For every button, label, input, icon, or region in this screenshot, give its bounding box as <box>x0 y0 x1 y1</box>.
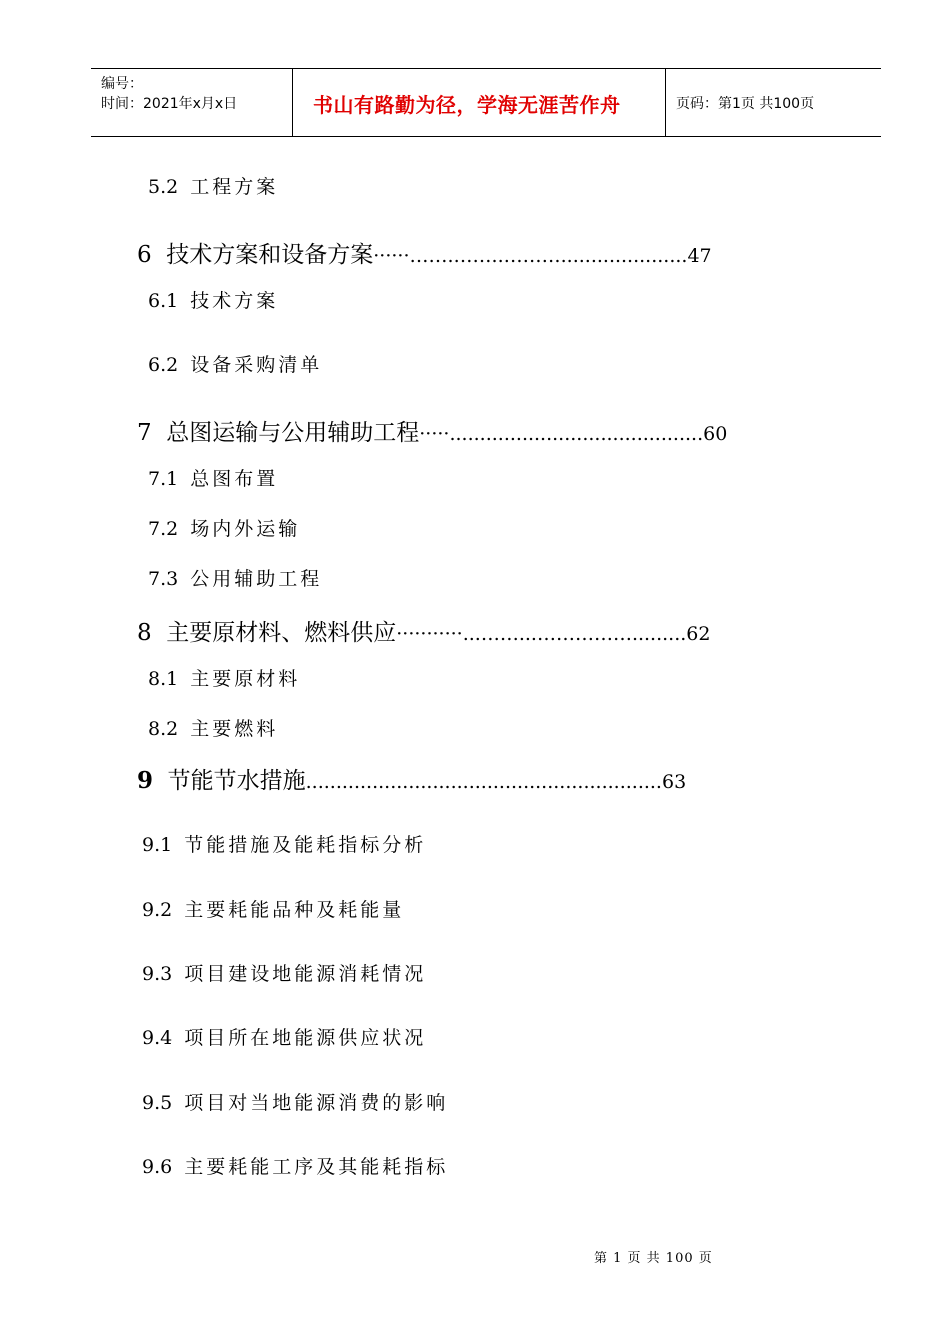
toc-number: 6.2 <box>148 354 179 376</box>
toc-entry-6-1 <box>148 286 278 313</box>
toc-number: 8.1 <box>148 668 179 690</box>
toc-number: 9 <box>137 767 154 794</box>
toc-title: 节能节水措施 <box>167 768 306 794</box>
toc-page: 47 <box>687 245 712 267</box>
page-header <box>91 68 881 137</box>
toc-number: 9.5 <box>142 1092 173 1114</box>
header-page-info: 页码：第1页 共100页 <box>676 96 815 112</box>
toc-entry-6 <box>137 236 712 269</box>
toc-title: 设备采购清单 <box>190 354 323 376</box>
toc-title: 技术方案和设备方案 <box>166 242 374 268</box>
toc-title: 主要原材料 <box>190 668 301 690</box>
toc-title: 工程方案 <box>190 176 279 198</box>
toc-number: 6 <box>137 242 152 268</box>
toc-entry-7-1 <box>148 464 278 491</box>
toc-title: 总图运输与公用辅助工程 <box>166 420 420 446</box>
page-footer: 第 1 页 共 100 页 <box>594 1251 713 1266</box>
toc-title: 节能措施及能耗指标分析 <box>184 834 427 856</box>
toc-title: 主要耗能工序及其能耗指标 <box>184 1156 449 1178</box>
toc-number: 7 <box>137 420 152 446</box>
header-motto-cell <box>293 69 666 136</box>
time-label: 时间：2021年x月x日 <box>101 96 238 112</box>
toc-entry-9-6 <box>142 1152 448 1179</box>
toc-number: 9.3 <box>142 963 173 985</box>
toc-page: 63 <box>661 771 687 793</box>
toc-number: 7.1 <box>148 468 179 490</box>
toc-number: 5.2 <box>148 176 179 198</box>
toc-title: 项目对当地能源消费的影响 <box>184 1092 449 1114</box>
toc-entry-9-1 <box>142 830 426 857</box>
toc-entry-8 <box>137 614 710 647</box>
toc-number: 9.6 <box>142 1156 173 1178</box>
toc-entry-6-2 <box>148 350 322 377</box>
toc-leader: ·····.......................................... <box>419 423 704 445</box>
toc-title: 主要燃料 <box>190 718 279 740</box>
toc-number: 9.2 <box>142 899 173 921</box>
toc-leader: ........................................................... <box>305 771 662 793</box>
toc-number: 8 <box>137 620 152 646</box>
toc-title: 项目所在地能源供应状况 <box>184 1027 427 1049</box>
toc-number: 8.2 <box>148 718 179 740</box>
toc-title: 场内外运输 <box>190 518 301 540</box>
toc-number: 7.3 <box>148 568 179 590</box>
toc-title: 项目建设地能源消耗情况 <box>184 963 427 985</box>
toc-entry-9 <box>137 762 686 795</box>
toc-number: 9.4 <box>142 1027 173 1049</box>
toc-title: 技术方案 <box>190 290 279 312</box>
toc-entry-7 <box>137 414 727 447</box>
toc-entry-5-2 <box>148 172 278 199</box>
toc-entry-9-5 <box>142 1088 448 1115</box>
toc-page: 60 <box>703 423 728 445</box>
toc-leader: ······…….……..………..................... <box>373 245 688 267</box>
toc-entry-7-2 <box>148 514 300 541</box>
toc-title: 主要耗能品种及耗能量 <box>184 899 405 921</box>
toc-number: 6.1 <box>148 290 179 312</box>
toc-title: 主要原材料、燃料供应 <box>166 620 397 646</box>
header-meta <box>91 69 293 136</box>
toc-leader: ···········...……...……………......... <box>396 623 687 645</box>
toc-number: 9.1 <box>142 834 173 856</box>
serial-label: 编号： <box>101 76 143 92</box>
toc-entry-9-4 <box>142 1023 426 1050</box>
toc-title: 总图布置 <box>190 468 279 490</box>
toc-entry-8-1 <box>148 664 300 691</box>
toc-title: 公用辅助工程 <box>190 568 323 590</box>
toc-entry-9-3 <box>142 959 426 986</box>
toc-entry-9-2 <box>142 895 404 922</box>
toc-entry-7-3 <box>148 564 322 591</box>
toc-entry-8-2 <box>148 714 278 741</box>
toc-page: 62 <box>686 623 711 645</box>
toc-number: 7.2 <box>148 518 179 540</box>
header-motto: 书山有路勤为径，学海无涯苦作舟 <box>313 93 621 117</box>
header-page-cell <box>666 69 881 136</box>
